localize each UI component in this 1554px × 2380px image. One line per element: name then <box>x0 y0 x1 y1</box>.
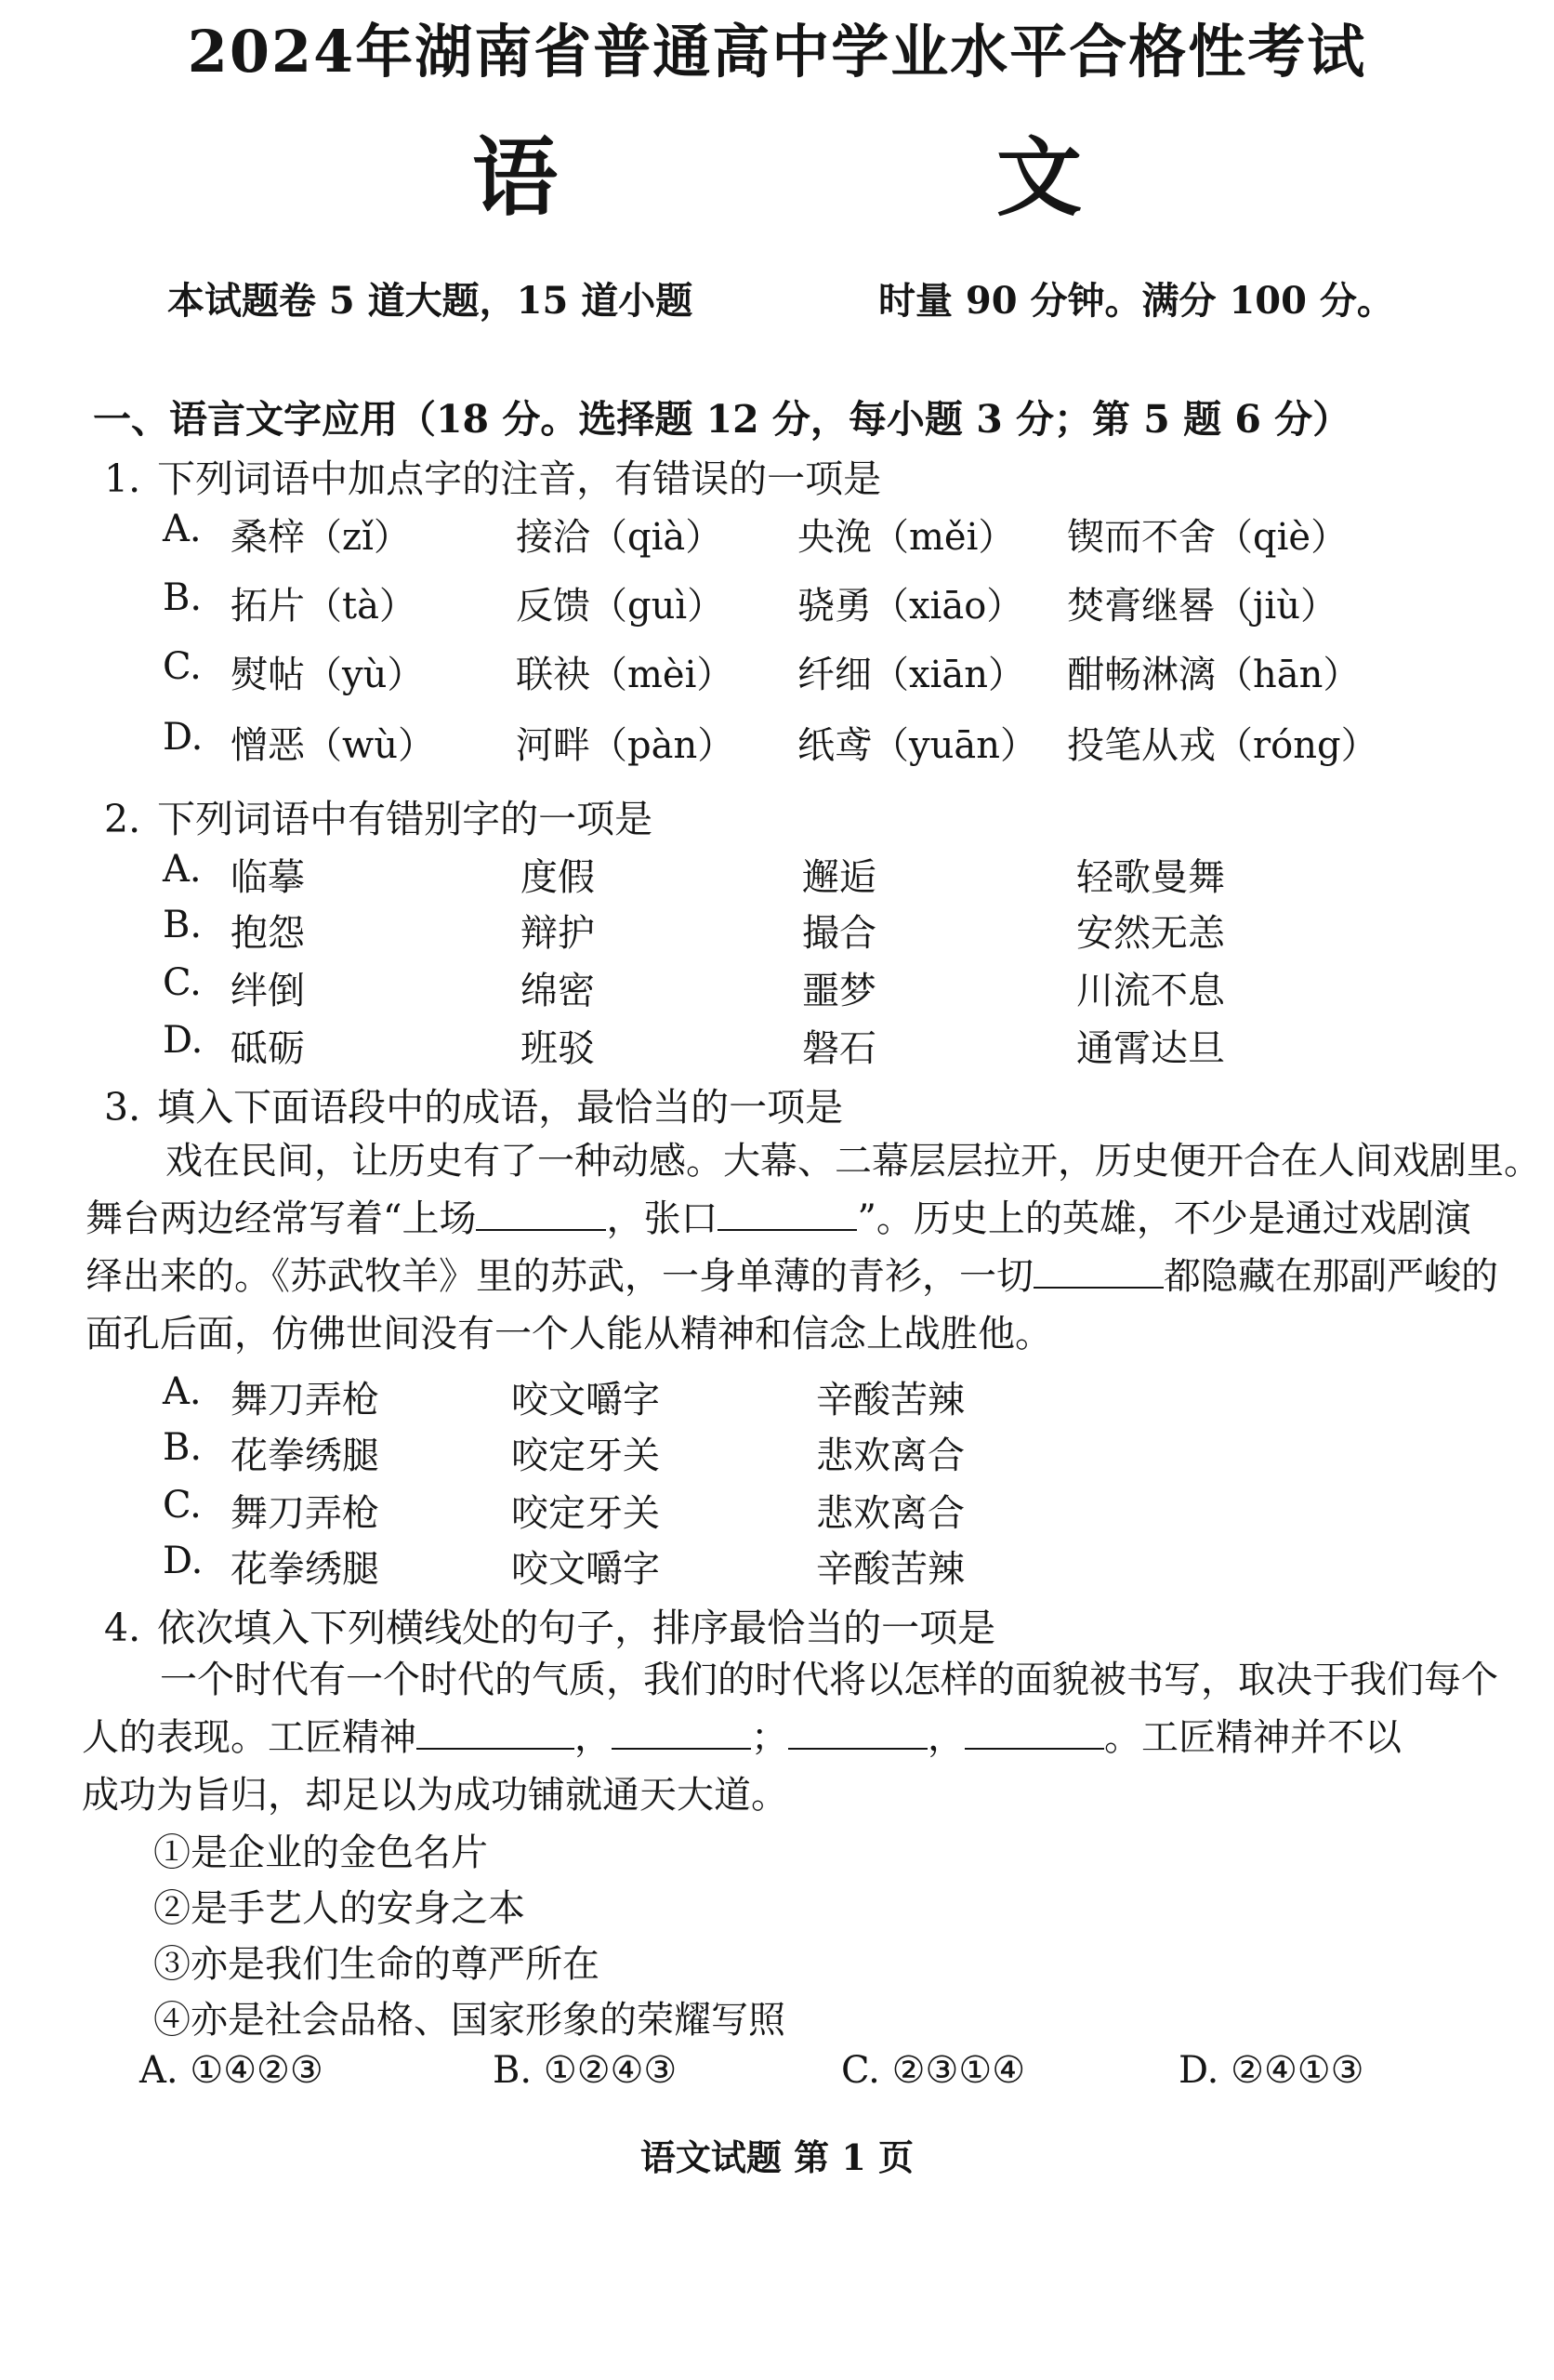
option-item: 安然无恙 <box>1076 912 1225 955</box>
option-item: 纸鸢（yuān） <box>797 724 1037 767</box>
option-item: 轻歌曼舞 <box>1076 856 1225 899</box>
option-item: 舞刀弄枪 <box>230 1379 379 1421</box>
option-item: 临摹 <box>230 856 305 899</box>
passage-text: 都隐藏在那副严峻的 <box>1164 1255 1498 1298</box>
option-item: 河畔（pàn） <box>516 724 735 767</box>
question-number: 3. <box>104 1085 141 1130</box>
option-item: 舞刀弄枪 <box>230 1492 379 1535</box>
passage-text: ， <box>574 1716 612 1759</box>
option-item: 邂逅 <box>802 856 876 899</box>
option-letter: D. <box>163 1019 204 1062</box>
q1-option-a <box>0 508 1554 560</box>
option-letter: B. <box>163 904 203 946</box>
passage-text: ， <box>928 1716 965 1759</box>
subject-title: 语 文 <box>471 127 1258 228</box>
passage-text: ； <box>751 1716 788 1759</box>
exam-title: 2024年湖南省普通高中学业水平合格性考试 <box>187 18 1367 86</box>
answer-blank[interactable] <box>476 1197 606 1231</box>
answer-blank[interactable] <box>965 1716 1104 1750</box>
answer-blank[interactable] <box>788 1716 928 1750</box>
q3-passage-line-1: 戏在民间，让历史有了一种动感。大幕、二幕层层拉开，历史便开合在人间戏剧里。 <box>165 1140 1541 1183</box>
q1-option-c <box>0 645 1554 697</box>
passage-text: 人的表现。工匠精神 <box>82 1716 416 1759</box>
q4-item-4: ④亦是社会品格、国家形象的荣耀写照 <box>153 1999 785 2042</box>
q4-item-2: ②是手艺人的安身之本 <box>153 1887 525 1930</box>
option-letter: D. <box>163 1540 204 1582</box>
option-item: 辛酸苦辣 <box>816 1548 965 1591</box>
option-letter: C. <box>163 1484 202 1527</box>
option-item: 撮合 <box>802 912 876 955</box>
option-item: 咬定牙关 <box>511 1492 660 1535</box>
q4-passage-line-1: 一个时代有一个时代的气质，我们的时代将以怎样的面貌被书写，取决于我们每个 <box>160 1659 1498 1701</box>
option-item: 接洽（qià） <box>516 516 723 559</box>
option-d <box>1179 2049 1364 2092</box>
passage-text: 舞台两边经常写着“上场 <box>86 1197 477 1240</box>
option-item: 磐石 <box>802 1027 876 1070</box>
option-item: 咬定牙关 <box>511 1435 660 1477</box>
option-item: 咬文嚼字 <box>511 1379 660 1421</box>
q3-passage-line-3 <box>86 1248 1498 1305</box>
passage-text: ，张口 <box>606 1197 718 1240</box>
option-letter: A. <box>139 2049 178 2092</box>
option-item: 央浼（měi） <box>797 516 1016 559</box>
section-heading: 一、语言文字应用（18 分。选择题 12 分，每小题 3 分；第 5 题 6 分） <box>93 397 1351 442</box>
option-item: 度假 <box>520 856 595 899</box>
option-letter: D. <box>1179 2049 1219 2092</box>
option-item: 咬文嚼字 <box>511 1548 660 1591</box>
option-item: 焚膏继晷（jiù） <box>1067 585 1337 628</box>
option-letter: C. <box>163 961 202 1004</box>
question-stem: 填入下面语段中的成语，最恰当的一项是 <box>157 1085 844 1130</box>
option-letter: B. <box>163 576 203 619</box>
option-item: 酣畅淋漓（hān） <box>1067 654 1361 696</box>
q2-option-c <box>0 961 1554 1013</box>
option-letter: B. <box>493 2049 533 2092</box>
question-number: 4. <box>104 1606 141 1650</box>
q2-option-a <box>0 848 1554 900</box>
option-item: 花拳绣腿 <box>230 1548 379 1591</box>
question-number: 2. <box>104 797 141 841</box>
question-2-title <box>104 788 652 843</box>
q4-options <box>0 2049 1554 2101</box>
q4-item-3: ③亦是我们生命的尊严所在 <box>153 1943 599 1986</box>
option-item: 通霄达旦 <box>1076 1027 1225 1070</box>
question-4-title <box>104 1597 995 1652</box>
answer-blank[interactable] <box>718 1197 857 1231</box>
option-item: 花拳绣腿 <box>230 1435 379 1477</box>
option-item: 川流不息 <box>1076 970 1225 1012</box>
option-letter: A. <box>163 1370 202 1413</box>
page-footer: 语文试题 第 1 页 <box>639 2136 915 2178</box>
exam-info-left: 本试题卷 5 道大题，15 道小题 <box>167 279 693 323</box>
option-item: 班驳 <box>520 1027 595 1070</box>
option-item: 悲欢离合 <box>816 1435 965 1477</box>
option-letter: A. <box>163 848 202 891</box>
option-item: 噩梦 <box>802 970 876 1012</box>
option-value: ②③①④ <box>891 2049 1026 2092</box>
option-item: 纤细（xiān） <box>797 654 1025 696</box>
option-letter: B. <box>163 1426 203 1469</box>
q3-option-a <box>0 1370 1554 1422</box>
question-number: 1. <box>104 456 141 501</box>
answer-blank[interactable] <box>416 1716 574 1750</box>
q3-option-c <box>0 1484 1554 1536</box>
option-c <box>841 2049 1025 2092</box>
passage-text: 。工匠精神并不以 <box>1104 1716 1402 1759</box>
answer-blank[interactable] <box>612 1716 751 1750</box>
option-item: 熨帖（yù） <box>230 654 425 696</box>
q4-item-1: ①是企业的金色名片 <box>153 1831 488 1874</box>
q3-option-b <box>0 1426 1554 1478</box>
option-letter: C. <box>163 645 202 688</box>
question-stem: 下列词语中加点字的注音，有错误的一项是 <box>157 456 882 501</box>
option-item: 砥砺 <box>230 1027 305 1070</box>
option-item: 反馈（guì） <box>516 585 725 628</box>
question-stem: 依次填入下列横线处的句子，排序最恰当的一项是 <box>157 1606 996 1650</box>
option-letter: D. <box>163 716 204 759</box>
option-item: 桑梓（zǐ） <box>230 516 411 559</box>
q3-passage-line-2 <box>86 1190 1471 1248</box>
q2-option-d <box>0 1019 1554 1071</box>
option-a <box>139 2049 323 2092</box>
option-item: 拓片（tà） <box>230 585 416 628</box>
option-item: 联袂（mèi） <box>516 654 734 696</box>
question-3-title <box>104 1077 843 1131</box>
option-item: 投笔从戎（róng） <box>1067 724 1378 767</box>
option-item: 辛酸苦辣 <box>816 1379 965 1421</box>
exam-info-right: 时量 90 分钟。满分 100 分。 <box>878 279 1394 323</box>
option-b <box>493 2049 677 2092</box>
q1-option-d <box>0 716 1554 768</box>
option-letter: C. <box>841 2049 880 2092</box>
q3-option-d <box>0 1540 1554 1592</box>
q3-passage-line-4: 面孔后面，仿佛世间没有一个人能从精神和信念上战胜他。 <box>86 1313 1052 1355</box>
question-1-title <box>104 448 881 503</box>
passage-text: 绎出来的。《苏武牧羊》里的苏武，一身单薄的青衫，一切 <box>86 1255 1034 1298</box>
option-value: ①④②③ <box>190 2049 323 2092</box>
option-value: ①②④③ <box>543 2049 678 2092</box>
option-item: 绊倒 <box>230 970 305 1012</box>
passage-text: ”。历史上的英雄，不少是通过戏剧演 <box>857 1197 1471 1240</box>
q1-option-b <box>0 576 1554 628</box>
q4-passage-line-3: 成功为旨归，却足以为成功铺就通天大道。 <box>82 1774 788 1817</box>
option-item: 绵密 <box>520 970 595 1012</box>
option-item: 憎恶（wù） <box>230 724 435 767</box>
q4-passage-line-2 <box>82 1709 1402 1766</box>
question-stem: 下列词语中有错别字的一项是 <box>157 797 653 841</box>
option-item: 骁勇（xiāo） <box>797 585 1024 628</box>
option-letter: A. <box>163 508 202 550</box>
option-item: 抱怨 <box>230 912 305 955</box>
option-value: ②④①③ <box>1231 2049 1364 2092</box>
option-item: 锲而不舍（qiè） <box>1067 516 1349 559</box>
option-item: 辩护 <box>520 912 595 955</box>
option-item: 悲欢离合 <box>816 1492 965 1535</box>
answer-blank[interactable] <box>1034 1255 1164 1289</box>
q2-option-b <box>0 904 1554 956</box>
